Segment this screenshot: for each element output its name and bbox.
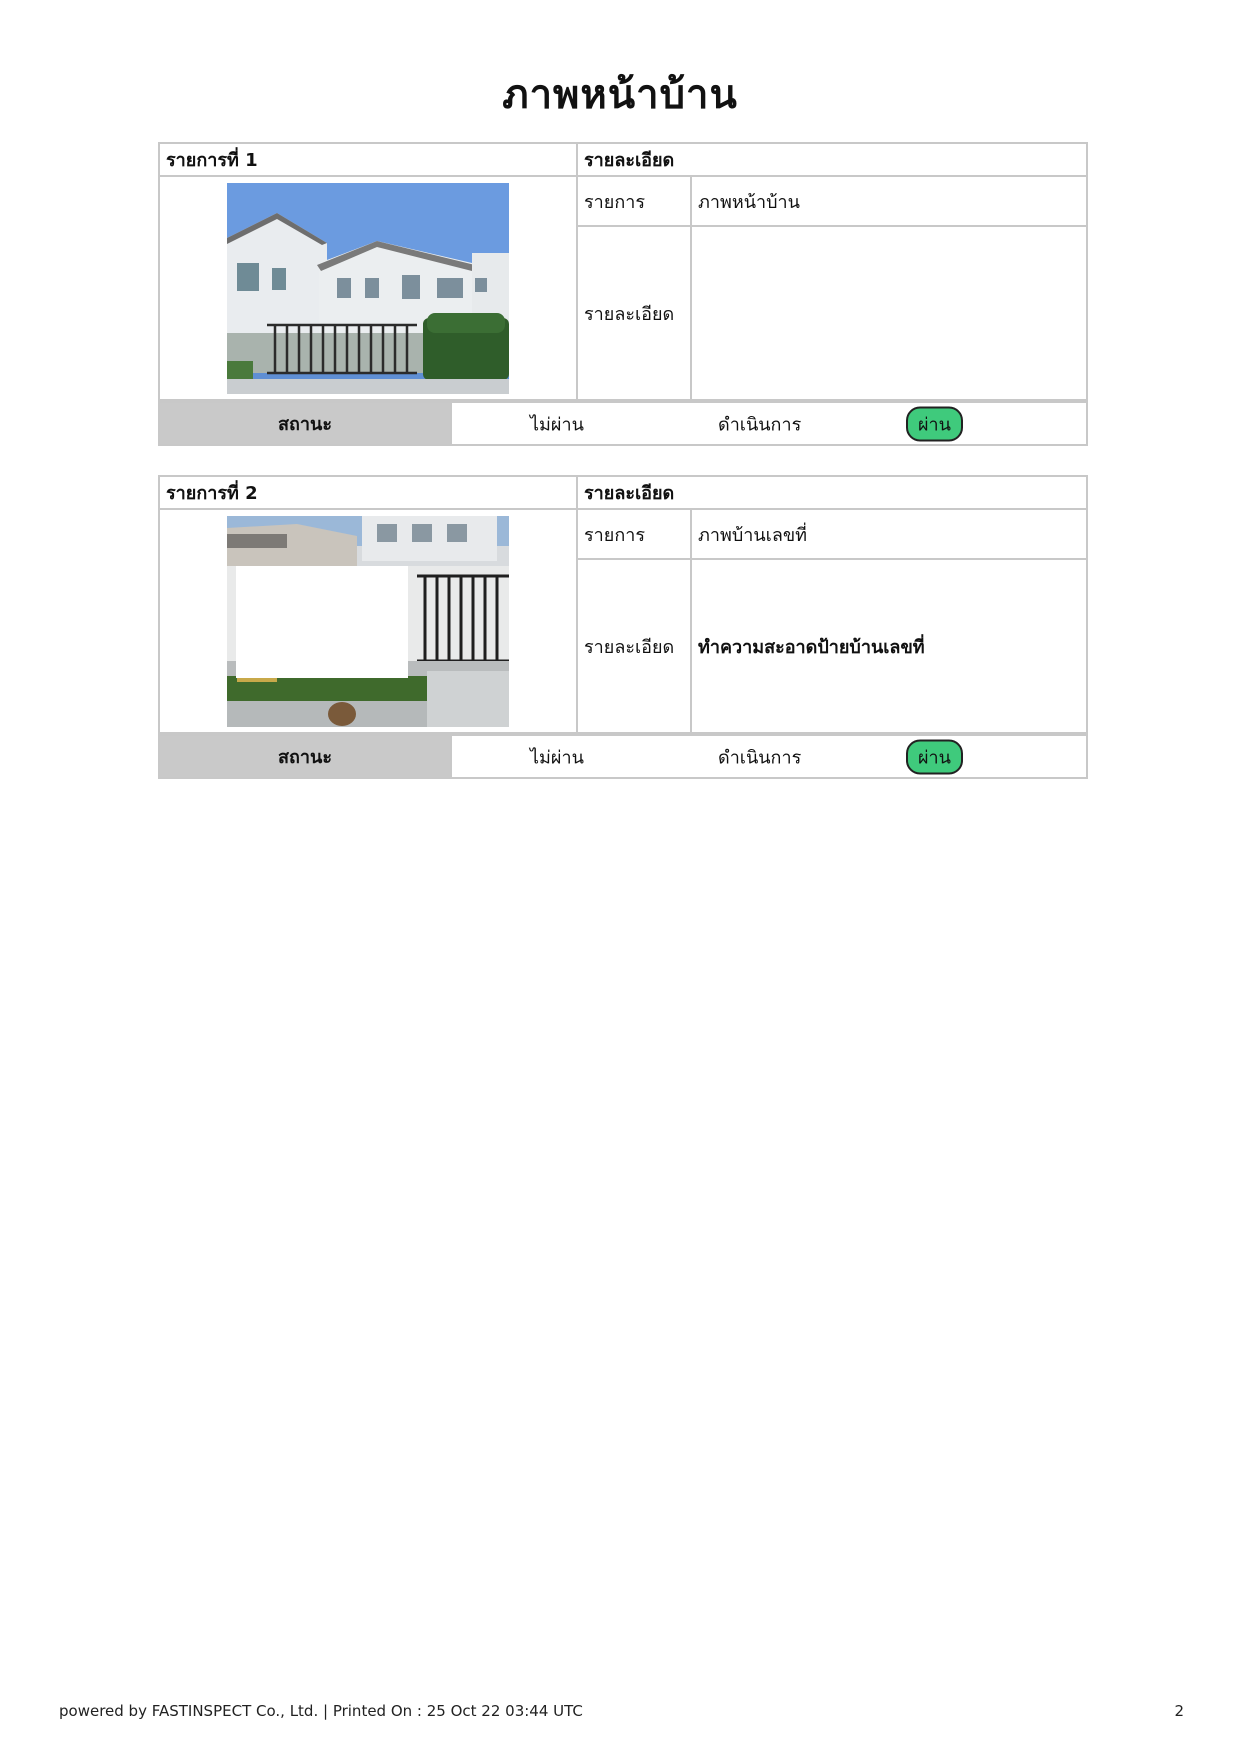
inspection-item-2 xyxy=(158,475,1086,779)
page-number: 2 xyxy=(1174,1702,1184,1720)
detail-value: ทำความสะอาดป้ายบ้านเลขที่ xyxy=(691,559,1087,733)
status-row xyxy=(158,401,1088,446)
status-row xyxy=(158,734,1088,779)
status-options xyxy=(451,735,1087,778)
list-label: รายการ xyxy=(577,509,691,559)
list-label: รายการ xyxy=(577,176,691,226)
status-label: สถานะ xyxy=(159,735,451,778)
detail-label: รายละเอียด xyxy=(577,226,691,400)
photo-cell xyxy=(159,509,577,733)
footer-powered-by: powered by FASTINSPECT Co., Ltd. | Printed On : 25 Oct 22 03:44 UTC xyxy=(59,1702,583,1720)
house-number-photo[interactable] xyxy=(227,516,509,727)
house-front-photo[interactable] xyxy=(227,183,509,394)
inspection-item-1 xyxy=(158,142,1086,446)
status-option-pass[interactable]: ผ่าน xyxy=(906,406,963,441)
status-option-in-progress[interactable]: ดำเนินการ xyxy=(718,747,802,768)
item-table xyxy=(158,475,1088,734)
photo-cell xyxy=(159,176,577,400)
item-heading: รายการที่ 1 xyxy=(159,143,577,176)
detail-label: รายละเอียด xyxy=(577,559,691,733)
status-option-pass[interactable]: ผ่าน xyxy=(906,739,963,774)
page-title: ภาพหน้าบ้าน xyxy=(502,72,738,118)
detail-value xyxy=(691,226,1087,400)
detail-heading: รายละเอียด xyxy=(577,476,1087,509)
list-value: ภาพหน้าบ้าน xyxy=(691,176,1087,226)
status-option-fail[interactable]: ไม่ผ่าน xyxy=(530,747,584,768)
status-label: สถานะ xyxy=(159,402,451,445)
detail-heading: รายละเอียด xyxy=(577,143,1087,176)
item-table xyxy=(158,142,1088,401)
status-option-in-progress[interactable]: ดำเนินการ xyxy=(718,414,802,435)
list-value: ภาพบ้านเลขที่ xyxy=(691,509,1087,559)
status-option-fail[interactable]: ไม่ผ่าน xyxy=(530,414,584,435)
status-options xyxy=(451,402,1087,445)
item-heading: รายการที่ 2 xyxy=(159,476,577,509)
